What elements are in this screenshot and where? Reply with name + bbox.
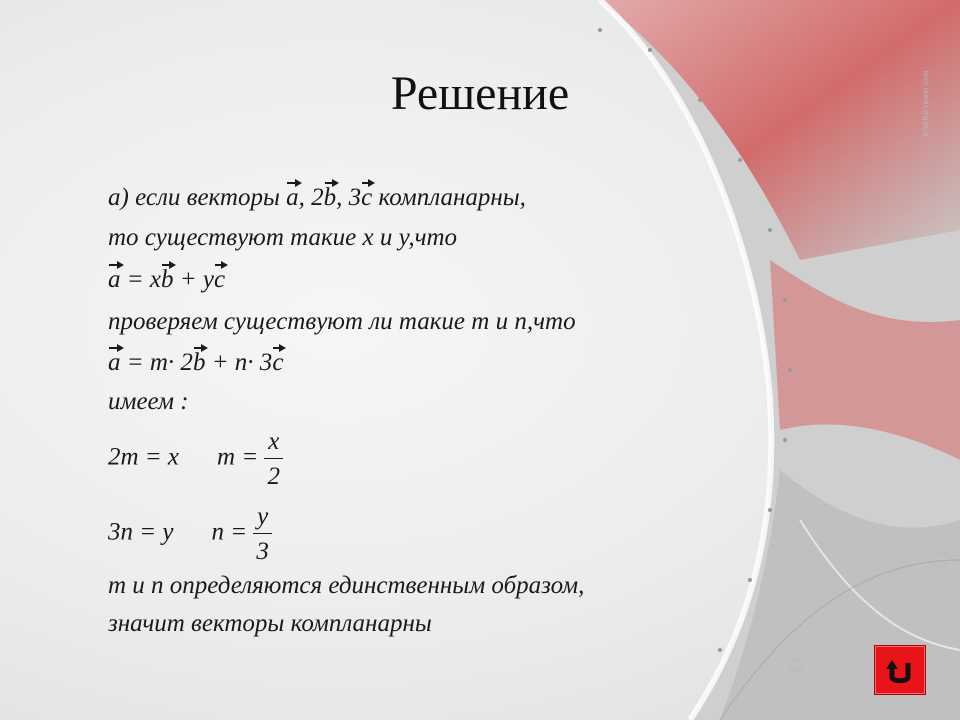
line-text: а) если векторы (108, 184, 287, 211)
vector-b: b (192, 349, 206, 376)
line-unique: m и n определяются единственным образом, (108, 572, 585, 599)
line-equation-mn (108, 349, 283, 377)
line-we-have: имеем : (108, 388, 189, 415)
vector-c: c (213, 266, 226, 293)
line-text: , 3 (336, 184, 362, 211)
vector-a: a (108, 349, 121, 376)
vector-a: a (286, 184, 299, 211)
vector-b: b (323, 184, 337, 211)
equation-left: 3n = y (108, 518, 174, 546)
line-check-mn: проверяем существуют ли такие m и n,что (108, 308, 576, 335)
line-equation-xy (108, 266, 225, 294)
line-text: = m· 2 (120, 349, 193, 376)
line-equation-n (108, 503, 272, 565)
line-text: + n· 3 (205, 349, 273, 376)
return-arrow-icon (883, 653, 917, 687)
fraction-y-over-3 (253, 503, 272, 565)
fraction-numerator: x (264, 428, 283, 459)
vector-c: c (361, 184, 373, 211)
vector-a: a (108, 266, 121, 293)
line-text: + y (173, 266, 214, 293)
line-conclusion: значит векторы компланарны (108, 610, 432, 637)
fraction-x-over-2 (264, 428, 283, 490)
equation-mid: n = (211, 518, 248, 546)
fraction-denominator: 2 (267, 462, 281, 490)
equation-left: 2m = x (108, 443, 180, 471)
slide-title: Решение (390, 67, 570, 120)
return-button[interactable] (874, 645, 926, 695)
fraction-numerator: y (253, 503, 272, 534)
line-vectors-coplanar (108, 184, 526, 212)
line-text: = x (120, 266, 161, 293)
watermark-text: ENERGYpixel.com (923, 70, 930, 137)
line-exist-xy: то существуют такие x и y,что (108, 224, 458, 251)
vector-c: c (272, 349, 284, 376)
line-equation-m (108, 428, 283, 490)
line-text: компланарны, (372, 184, 526, 211)
equation-mid: m = (217, 443, 259, 471)
line-text: , 2 (298, 184, 324, 211)
vector-b: b (160, 266, 174, 293)
fraction-denominator: 3 (256, 537, 269, 565)
